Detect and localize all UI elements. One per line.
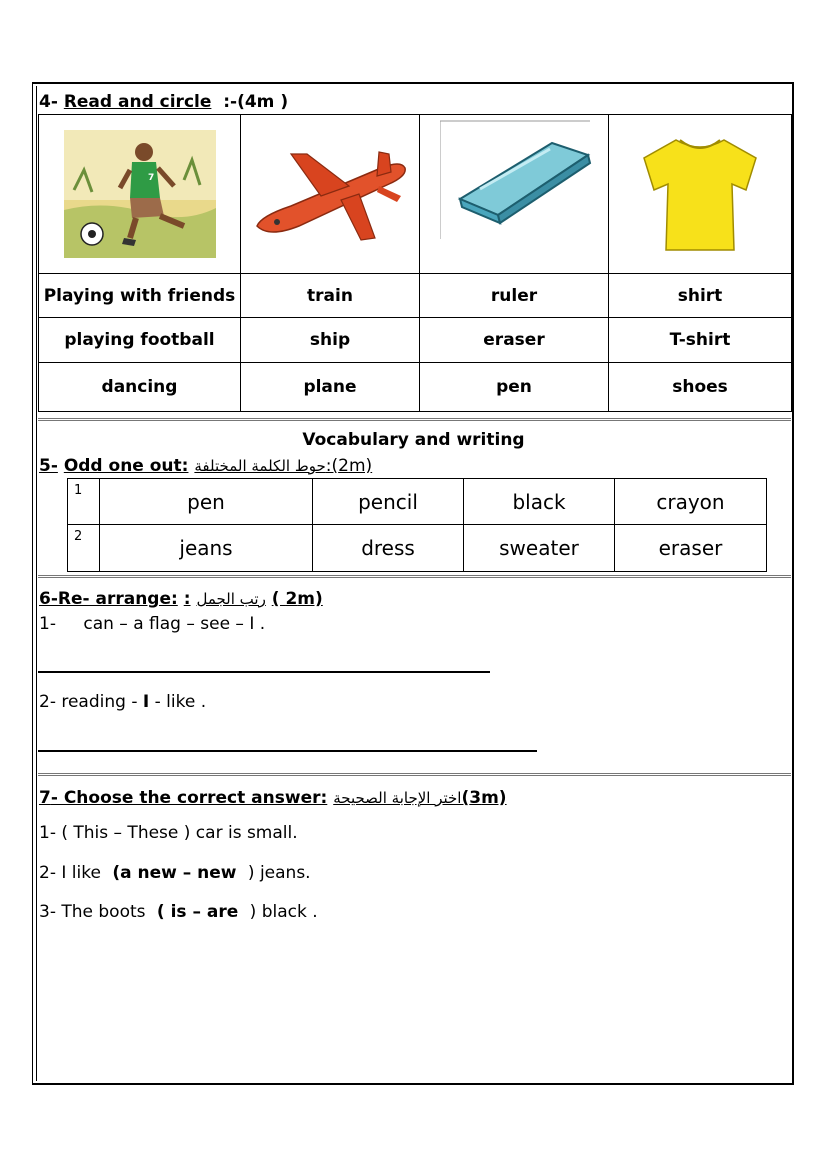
word-cell[interactable]: jeans <box>100 525 313 572</box>
option-cell[interactable]: shoes <box>609 363 792 412</box>
section6-marks: ( 2m) <box>271 589 323 609</box>
section7-arabic: اختر الإجابة الصحيحة <box>333 789 462 807</box>
rearrange-item-2 <box>39 692 206 712</box>
section-divider <box>38 575 791 578</box>
section4-number: 4- <box>39 92 58 112</box>
item-text: can – a flag – see – I . <box>83 614 266 634</box>
item-text: 3- The boots <box>39 902 146 922</box>
frame-inner-border <box>36 86 37 1081</box>
section7-prefix: 7 <box>39 788 51 808</box>
section6-heading <box>39 589 323 609</box>
vocab-heading: Vocabulary and writing <box>302 430 525 450</box>
word-cell[interactable]: sweater <box>464 525 615 572</box>
item-text: 1- ( This – These ) car is small. <box>39 823 298 843</box>
tshirt-icon <box>640 134 760 254</box>
section4-title: Read and circle <box>63 92 212 112</box>
answer-line-2[interactable] <box>38 750 537 752</box>
section6-colon: : <box>183 589 191 609</box>
section7-title: - Choose the correct answer: <box>50 788 328 808</box>
option-cell[interactable]: dancing <box>39 363 241 412</box>
option-cell[interactable]: Playing with friends <box>39 274 241 318</box>
option-cell[interactable]: train <box>241 274 420 318</box>
odd-one-out-table <box>67 478 767 572</box>
section5-arabic: حوط الكلمة المختلفة <box>194 457 326 475</box>
section5-heading <box>39 456 372 476</box>
airplane-icon <box>251 146 409 242</box>
choose-item-1 <box>39 823 298 843</box>
football-player-icon <box>64 130 216 258</box>
item-number: 2- <box>39 692 56 712</box>
item-text: reading - <box>61 692 138 712</box>
section6-title: 6-Re- arrange: <box>39 589 178 609</box>
svg-text:7: 7 <box>147 173 154 183</box>
word-cell[interactable]: crayon <box>615 479 767 525</box>
section5-marks: :(2m) <box>325 456 373 476</box>
read-circle-table <box>38 114 792 412</box>
section4-marks: :-(4m ) <box>223 92 289 112</box>
option-cell[interactable]: ruler <box>420 274 609 318</box>
option-cell[interactable]: eraser <box>420 318 609 363</box>
section6-arabic: رتب الجمل <box>196 590 266 608</box>
option-cell[interactable]: T-shirt <box>609 318 792 363</box>
image-cell-football <box>39 115 241 274</box>
option-cell[interactable]: pen <box>420 363 609 412</box>
rearrange-item-1 <box>39 614 265 634</box>
item-text: I <box>142 692 150 712</box>
option-cell[interactable]: playing football <box>39 318 241 363</box>
item-text: 2- I like <box>39 863 101 883</box>
choose-item-2 <box>39 863 311 883</box>
section7-marks: (3m) <box>461 788 507 808</box>
section5-prefix: 5- <box>39 456 58 476</box>
choice-options[interactable]: (a new – new <box>112 863 237 883</box>
item-number: 1- <box>39 614 56 634</box>
choice-options[interactable]: ( is – are <box>156 902 239 922</box>
item-text: ) jeans. <box>247 863 311 883</box>
image-cell-plane <box>241 115 420 274</box>
image-cell-tshirt <box>609 115 792 274</box>
item-text: ) black . <box>249 902 318 922</box>
row-number: 2 <box>68 525 100 572</box>
answer-line-1[interactable] <box>38 671 490 673</box>
image-cell-eraser <box>420 115 609 274</box>
word-cell[interactable]: eraser <box>615 525 767 572</box>
word-cell[interactable]: pencil <box>313 479 464 525</box>
section5-title: Odd one out: <box>63 456 189 476</box>
option-cell[interactable]: ship <box>241 318 420 363</box>
option-cell[interactable]: shirt <box>609 274 792 318</box>
option-cell[interactable]: plane <box>241 363 420 412</box>
section-divider <box>38 418 791 421</box>
section4-heading <box>39 92 288 112</box>
word-cell[interactable]: black <box>464 479 615 525</box>
eraser-icon <box>440 119 600 243</box>
section7-heading <box>39 788 507 808</box>
item-text: - like . <box>154 692 207 712</box>
word-cell[interactable]: dress <box>313 525 464 572</box>
word-cell[interactable]: pen <box>100 479 313 525</box>
row-number: 1 <box>68 479 100 525</box>
choose-item-3 <box>39 902 318 922</box>
section-divider <box>38 773 791 776</box>
